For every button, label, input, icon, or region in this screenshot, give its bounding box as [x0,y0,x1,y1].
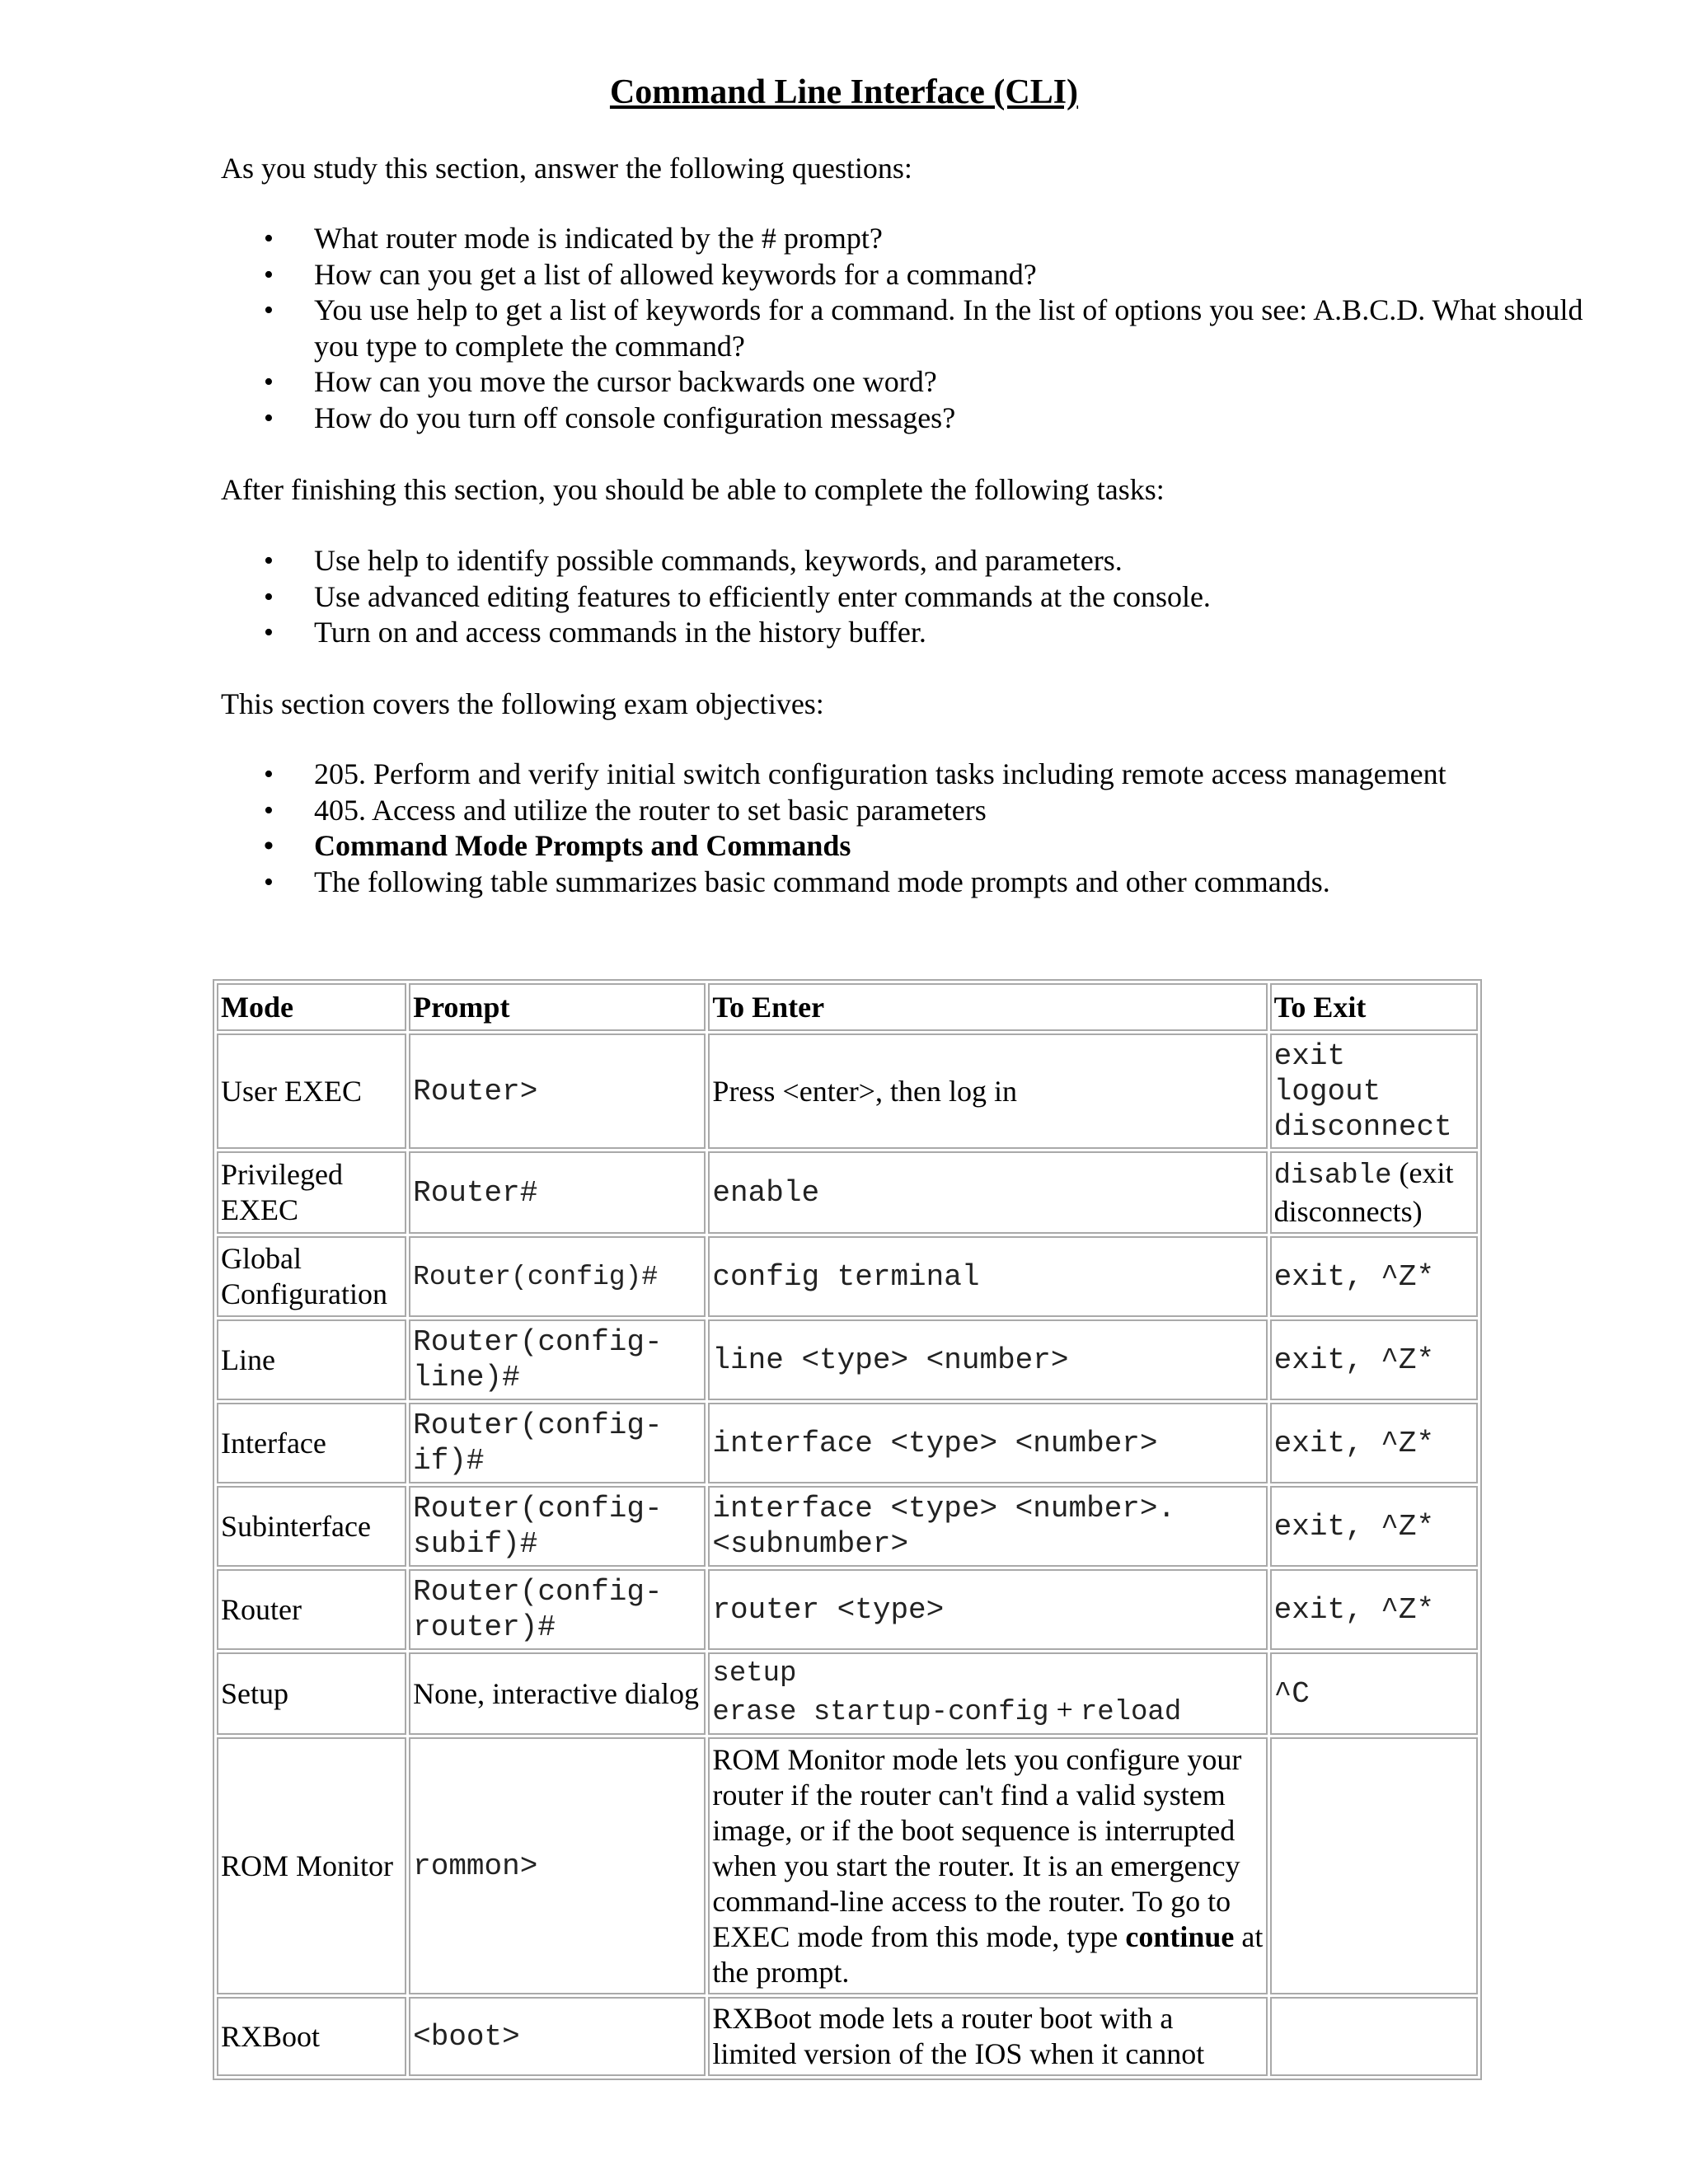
table-row [217,1997,1478,2076]
prompt-cell: Router(config-router)# [409,1569,706,1650]
erase-reload-command [712,1692,1263,1731]
enter-cell: enable [708,1151,1267,1234]
reload-command: reload [1080,1697,1182,1728]
mode-cell: Privileged EXEC [217,1151,406,1234]
table-row [217,1403,1478,1483]
erase-command: erase startup-config [712,1697,1049,1728]
prompt-cell: rommon> [409,1737,706,1994]
prompt-cell: Router(config-subif)# [409,1486,706,1567]
mode-cell: ROM Monitor [217,1737,406,1994]
table-row [217,1033,1478,1149]
continue-command: continue [1125,1919,1235,1953]
enter-cell: router <type> [708,1569,1267,1650]
prompt-cell: Router(config)# [409,1236,706,1317]
prompt-cell: Router(config-if)# [409,1403,706,1483]
list-item: • 405. Access and utilize the router to set basic parameters [221,793,1600,829]
tasks-list [221,543,1600,651]
list-item: • How can you move the cursor backwards one word? [221,364,1600,401]
rom-monitor-description: ROM Monitor mode lets you configure your router if the router can't find a valid system image, or if the boot sequence is interrupted when you start the router. It is an emergency command-line access to the router. To go to EXEC mode from this mode, type [712,1742,1242,1953]
exit-cell: exit, ^Z* [1270,1403,1478,1483]
mode-cell: User EXEC [217,1033,406,1149]
list-item: • The following table summarizes basic command mode prompts and other commands. [221,865,1600,901]
questions-intro: As you study this section, answer the following questions: [221,152,912,185]
table-row [217,1319,1478,1400]
mode-cell: Interface [217,1403,406,1483]
exit-cell: exit, ^Z* [1270,1569,1478,1650]
column-header-to-enter: To Enter [708,983,1267,1031]
prompt-cell: None, interactive dialog [409,1652,706,1735]
questions-list [221,221,1600,436]
plus-sign: + [1048,1693,1081,1726]
mode-cell: RXBoot [217,1997,406,2076]
objectives-intro: This section covers the following exam objectives: [221,687,824,720]
exit-cell [1270,1151,1478,1234]
exit-command: disable [1273,1160,1392,1192]
table-row [217,1737,1478,1994]
prompt-cell: Router(config-line)# [409,1319,706,1400]
list-item: • How do you turn off console configuration messages? [221,401,1600,437]
exit-cell [1270,1997,1478,2076]
table-row [217,1569,1478,1650]
table-row [217,1486,1478,1567]
enter-cell: interface <type> <number>.<subnumber> [708,1486,1267,1567]
exit-cell: exit, ^Z* [1270,1486,1478,1567]
command-mode-table [213,979,1482,2080]
exit-cell: ^C [1270,1652,1478,1735]
exit-cell [1270,1737,1478,1994]
rom-monitor-description-end: at the prompt. [712,1919,1264,1989]
table-row [217,1151,1478,1234]
mode-cell: Subinterface [217,1486,406,1567]
list-item: • Use advanced editing features to efficiently enter commands at the console. [221,579,1600,616]
tasks-intro: After finishing this section, you should be able to complete the following tasks: [221,473,1165,506]
column-header-to-exit: To Exit [1270,983,1478,1031]
objectives-list [221,757,1600,900]
exit-cell: exit, ^Z* [1270,1236,1478,1317]
list-item: • 205. Perform and verify initial switch configuration tasks including remote access management [221,757,1600,793]
setup-command: setup [712,1658,797,1690]
mode-cell: Global Configuration [217,1236,406,1317]
list-item: • How can you get a list of allowed keywords for a command? [221,257,1600,293]
enter-cell [708,1737,1267,1994]
table-row [217,1652,1478,1735]
list-item: • You use help to get a list of keywords for a command. In the list of options you see: A.B.C.D. What should you type to complete the command? [221,293,1600,364]
list-item: • Use help to identify possible commands, keywords, and parameters. [221,543,1600,579]
prompt-cell: <boot> [409,1997,706,2076]
enter-cell: interface <type> <number> [708,1403,1267,1483]
list-item: • Turn on and access commands in the history buffer. [221,615,1600,651]
enter-cell: config terminal [708,1236,1267,1317]
table-header-row [217,983,1478,1031]
enter-cell: Press <enter>, then log in [708,1033,1267,1149]
exit-cell: exit logout disconnect [1270,1033,1478,1149]
prompt-cell: Router# [409,1151,706,1234]
column-header-mode: Mode [217,983,406,1031]
list-item: • What router mode is indicated by the # prompt? [221,221,1600,257]
exit-note: (exit disconnects) [1273,1156,1454,1228]
mode-cell: Setup [217,1652,406,1735]
enter-cell: RXBoot mode lets a router boot with a limited version of the IOS when it cannot [708,1997,1267,2076]
exit-cell: exit, ^Z* [1270,1319,1478,1400]
mode-cell: Router [217,1569,406,1650]
enter-cell: line <type> <number> [708,1319,1267,1400]
prompt-cell: Router> [409,1033,706,1149]
mode-cell: Line [217,1319,406,1400]
column-header-prompt: Prompt [409,983,706,1031]
table-row [217,1236,1478,1317]
page-title: Command Line Interface (CLI) [609,73,1079,111]
list-item: • Command Mode Prompts and Commands [221,828,1600,865]
enter-cell [708,1652,1267,1735]
